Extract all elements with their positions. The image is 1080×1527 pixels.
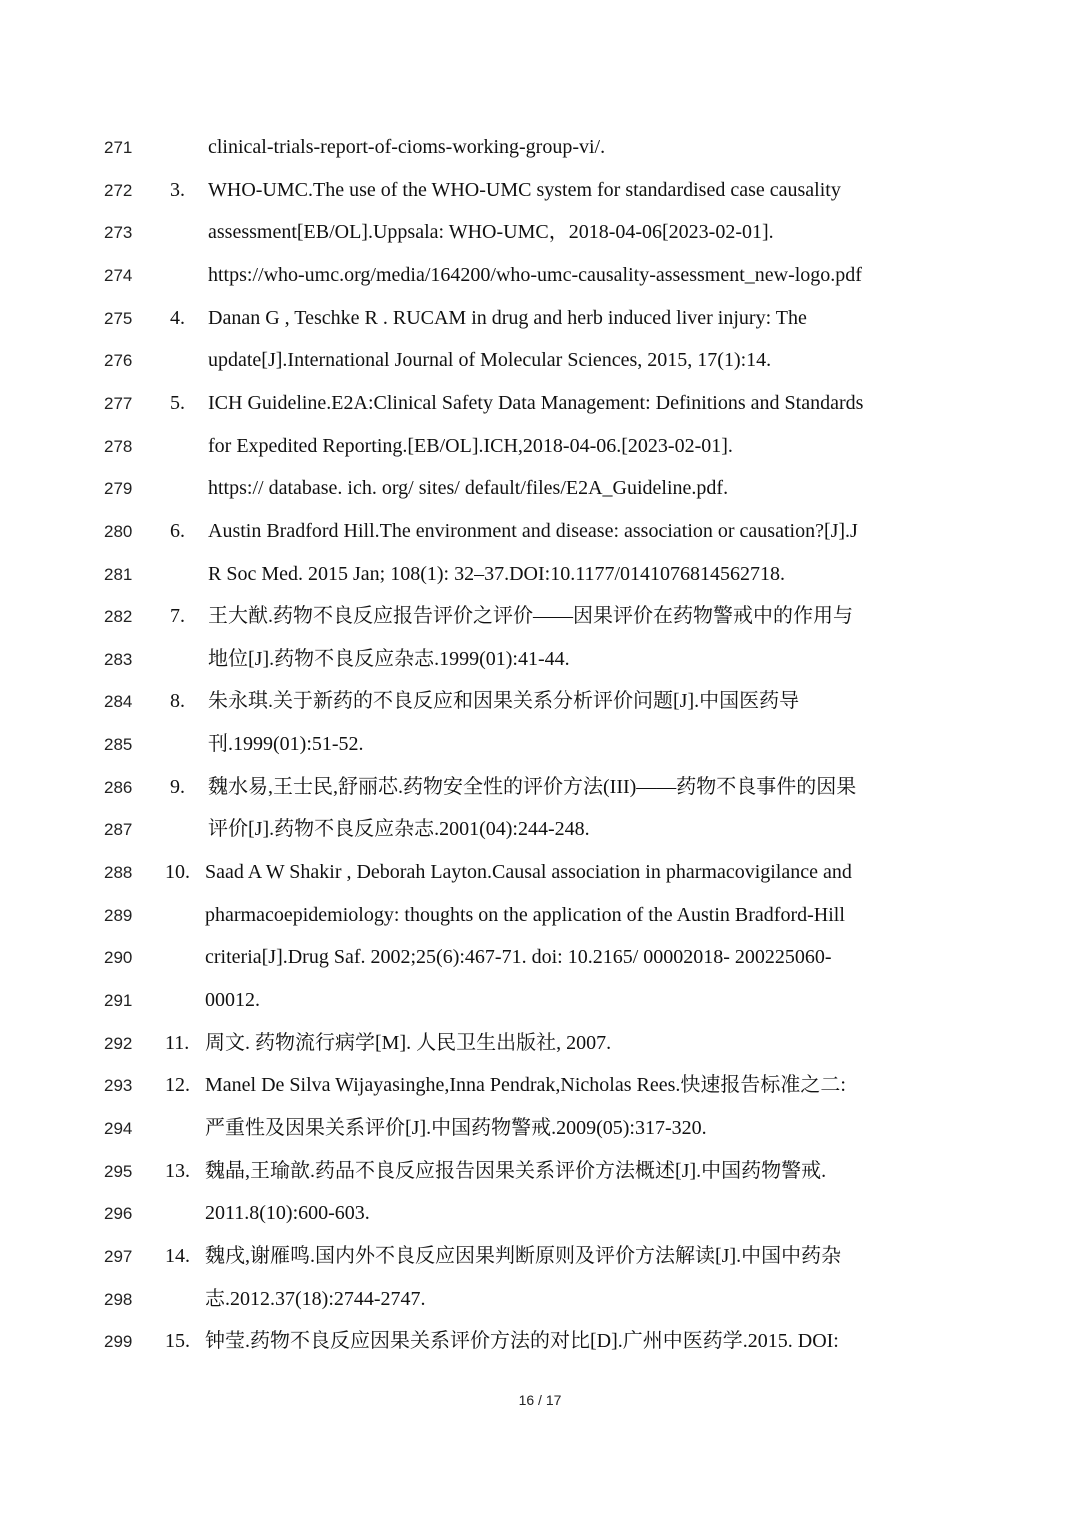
reference-text: for Expedited Reporting.[EB/OL].ICH,2018-04-06.[2023-02-01].: [208, 435, 733, 457]
line-number: 294: [104, 1119, 133, 1138]
line-number: 297: [104, 1247, 133, 1266]
reference-text: 2011.8(10):600-603.: [205, 1202, 370, 1224]
document-line: [0, 254, 1080, 297]
document-line: [0, 169, 1080, 212]
reference-text: pharmacoepidemiology: thoughts on the application of the Austin Bradford-Hill: [205, 904, 845, 926]
line-number: 288: [104, 863, 133, 882]
document-line: [0, 595, 1080, 638]
reference-text: clinical-trials-report-of-cioms-working-group-vi/.: [208, 136, 606, 158]
reference-text: Saad A W Shakir , Deborah Layton.Causal association in pharmacovigilance and: [205, 861, 852, 883]
line-number: 275: [104, 309, 133, 328]
reference-text: R Soc Med. 2015 Jan; 108(1): 32–37.DOI:10.1177/0141076814562718.: [208, 563, 786, 585]
reference-number: 8.: [170, 690, 185, 712]
reference-text: 志.2012.37(18):2744-2747.: [205, 1288, 426, 1310]
reference-number: 11.: [165, 1032, 190, 1054]
document-line: [0, 723, 1080, 766]
document-line: [0, 211, 1080, 254]
line-number: 278: [104, 437, 133, 456]
reference-text: assessment[EB/OL].Uppsala: WHO-UMC，2018-04-06[2023-02-01].: [208, 221, 774, 243]
line-number: 274: [104, 266, 133, 285]
document-line: [0, 126, 1080, 169]
reference-text: WHO-UMC.The use of the WHO-UMC system for standardised case causality: [208, 179, 841, 201]
reference-text: 魏戌,谢雁鸣.国内外不良反应因果判断原则及评价方法解读[J].中国中药杂: [205, 1245, 842, 1267]
line-number: 295: [104, 1162, 133, 1181]
reference-text: 魏晶,王瑜歆.药品不良反应报告因果关系评价方法概述[J].中国药物警戒.: [205, 1160, 827, 1182]
reference-number: 4.: [170, 307, 185, 329]
document-line: [0, 1022, 1080, 1065]
line-number: 273: [104, 223, 133, 242]
document-line: [0, 339, 1080, 382]
reference-text: ICH Guideline.E2A:Clinical Safety Data Management: Definitions and Standards: [208, 392, 864, 414]
line-number: 292: [104, 1034, 133, 1053]
document-line: [0, 510, 1080, 553]
reference-number: 9.: [170, 776, 185, 798]
document-line: [0, 1192, 1080, 1235]
reference-text: criteria[J].Drug Saf. 2002;25(6):467-71. doi: 10.2165/ 00002018- 200225060-: [205, 946, 832, 968]
reference-text: Austin Bradford Hill.The environment and disease: association or causation?[J].J: [208, 520, 858, 542]
document-line: [0, 894, 1080, 937]
line-number: 280: [104, 522, 133, 541]
document-line: [0, 680, 1080, 723]
document-line: [0, 1235, 1080, 1278]
document-line: [0, 297, 1080, 340]
line-number: 282: [104, 607, 133, 626]
line-number: 290: [104, 948, 133, 967]
reference-number: 5.: [170, 392, 185, 414]
reference-text: 刊.1999(01):51-52.: [208, 733, 364, 755]
line-number: 283: [104, 650, 133, 669]
reference-text: Danan G , Teschke R . RUCAM in drug and herb induced liver injury: The: [208, 307, 807, 329]
reference-text: 周文. 药物流行病学[M]. 人民卫生出版社, 2007.: [205, 1032, 612, 1054]
reference-text: 严重性及因果关系评价[J].中国药物警戒.2009(05):317-320.: [205, 1117, 707, 1139]
line-number: 287: [104, 820, 133, 839]
document-line: [0, 808, 1080, 851]
reference-text: 00012.: [205, 989, 260, 1011]
document-line: [0, 467, 1080, 510]
document-line: [0, 425, 1080, 468]
page-footer: 16 / 17: [518, 1392, 562, 1408]
reference-text: 王大猷.药物不良反应报告评价之评价——因果评价在药物警戒中的作用与: [208, 605, 853, 627]
document-line: [0, 1107, 1080, 1150]
reference-text: 钟莹.药物不良反应因果关系评价方法的对比[D].广州中医药学.2015. DOI:: [205, 1330, 839, 1352]
line-number: 272: [104, 181, 133, 200]
line-number: 296: [104, 1204, 133, 1223]
reference-number: 14.: [165, 1245, 190, 1267]
reference-number: 15.: [165, 1330, 190, 1352]
reference-number: 7.: [170, 605, 185, 627]
line-number: 299: [104, 1332, 133, 1351]
line-number: 286: [104, 778, 133, 797]
document-line: [0, 1064, 1080, 1107]
reference-number: 10.: [165, 861, 190, 883]
reference-text: 朱永琪.关于新药的不良反应和因果关系分析评价问题[J].中国医药导: [208, 690, 800, 712]
reference-number: 3.: [170, 179, 185, 201]
document-line: [0, 553, 1080, 596]
line-number: 277: [104, 394, 133, 413]
document-line: [0, 382, 1080, 425]
reference-text: 地位[J].药物不良反应杂志.1999(01):41-44.: [208, 648, 570, 670]
document-line: [0, 1278, 1080, 1321]
document-line: [0, 766, 1080, 809]
reference-text: Manel De Silva Wijayasinghe,Inna Pendrak,Nicholas Rees.快速报告标准之二:: [205, 1074, 846, 1096]
line-number: 281: [104, 565, 133, 584]
line-number: 291: [104, 991, 133, 1010]
line-number: 271: [104, 138, 133, 157]
line-number: 279: [104, 479, 133, 498]
document-line: [0, 1320, 1080, 1363]
document-line: [0, 851, 1080, 894]
reference-text: 魏水易,王士民,舒丽芯.药物安全性的评价方法(III)——药物不良事件的因果: [208, 776, 857, 798]
line-number: 285: [104, 735, 133, 754]
document-line: [0, 638, 1080, 681]
document-line: [0, 936, 1080, 979]
reference-text: https://who-umc.org/media/164200/who-umc-causality-assessment_new-logo.pdf: [208, 264, 862, 286]
line-number: 276: [104, 351, 133, 370]
reference-number: 13.: [165, 1160, 190, 1182]
reference-text: https:// database. ich. org/ sites/ default/files/E2A_Guideline.pdf.: [208, 477, 729, 499]
reference-number: 6.: [170, 520, 185, 542]
line-number: 293: [104, 1076, 133, 1095]
document-line: [0, 1150, 1080, 1193]
line-number: 284: [104, 692, 133, 711]
reference-number: 12.: [165, 1074, 190, 1096]
reference-text: update[J].International Journal of Molecular Sciences, 2015, 17(1):14.: [208, 349, 772, 371]
line-number: 298: [104, 1290, 133, 1309]
line-number: 289: [104, 906, 133, 925]
reference-text: 评价[J].药物不良反应杂志.2001(04):244-248.: [208, 818, 590, 840]
document-line: [0, 979, 1080, 1022]
